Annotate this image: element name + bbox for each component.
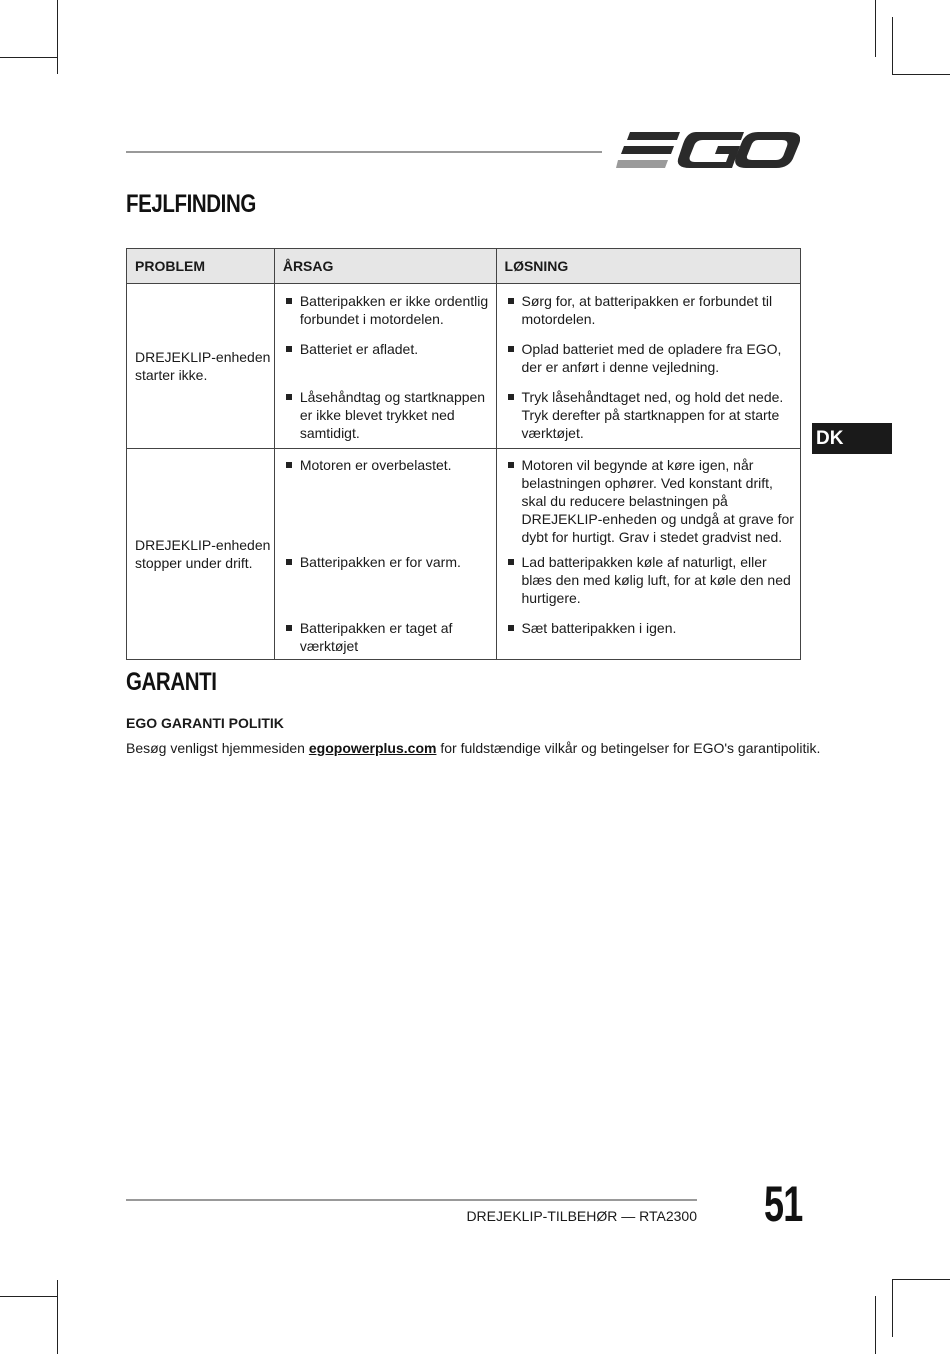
cause-cell bbox=[274, 284, 496, 341]
solution-text: Tryk låsehåndtaget ned, og hold det nede. Tryk derefter på startknappen for at starte værktøjet. bbox=[497, 388, 800, 442]
solution-cell bbox=[496, 340, 800, 388]
crop-mark bbox=[0, 57, 57, 58]
cause-text: Batteripakken er for varm. bbox=[275, 553, 496, 571]
solution-cell bbox=[496, 284, 800, 341]
cause-text: Låsehåndtag og startknappen er ikke blevet trykket ned samtidigt. bbox=[275, 388, 496, 442]
cause-cell bbox=[274, 553, 496, 619]
crop-mark bbox=[892, 17, 893, 74]
page-number: 51 bbox=[764, 1176, 803, 1232]
cause-cell bbox=[274, 388, 496, 449]
cause-cell bbox=[274, 449, 496, 554]
cause-text: Motoren er overbelastet. bbox=[275, 456, 496, 474]
solution-text: Lad batteripakken køle af naturligt, eller blæs den med kølig luft, for at køle den ned hurtigere. bbox=[497, 553, 800, 607]
warranty-paragraph bbox=[126, 740, 820, 756]
col-header-cause: ÅRSAG bbox=[274, 249, 496, 284]
footer-title: DREJEKLIP-TILBEHØR — RTA2300 bbox=[466, 1208, 697, 1224]
problem-cell: DREJEKLIP-enheden starter ikke. bbox=[127, 284, 275, 449]
col-header-problem: PROBLEM bbox=[127, 249, 275, 284]
troubleshooting-heading: FEJLFINDING bbox=[126, 190, 256, 218]
warranty-heading: GARANTI bbox=[126, 668, 217, 696]
cause-text: Batteriet er afladet. bbox=[275, 340, 496, 358]
solution-cell bbox=[496, 388, 800, 449]
table-row bbox=[127, 449, 801, 554]
table-header-row bbox=[127, 249, 801, 284]
warranty-subheading: EGO GARANTI POLITIK bbox=[126, 715, 284, 731]
table-row bbox=[127, 284, 801, 341]
crop-mark bbox=[875, 0, 876, 57]
solution-cell bbox=[496, 449, 800, 554]
solution-text: Oplad batteriet med de opladere fra EGO, der er anført i denne vejledning. bbox=[497, 340, 800, 376]
crop-mark bbox=[0, 1296, 57, 1297]
cause-cell bbox=[274, 340, 496, 388]
crop-mark bbox=[892, 1280, 893, 1337]
footer-rule bbox=[126, 1199, 697, 1201]
troubleshooting-table bbox=[126, 248, 801, 660]
ego-logo bbox=[616, 126, 800, 174]
solution-text: Sørg for, at batteripakken er forbundet til motordelen. bbox=[497, 292, 800, 328]
cause-text: Batteripakken er ikke ordentlig forbundet i motordelen. bbox=[275, 292, 496, 328]
col-header-solution: LØSNING bbox=[496, 249, 800, 284]
crop-mark bbox=[892, 74, 950, 75]
problem-cell: DREJEKLIP-enheden stopper under drift. bbox=[127, 449, 275, 660]
header-rule bbox=[126, 151, 602, 153]
solution-text: Motoren vil begynde at køre igen, når belastningen ophører. Ved konstant drift, skal du reducere belastningen på DREJEKLIP-enheden og undgå at grave for dybt for hurtigt. Grav i stedet gradvist ned. bbox=[497, 456, 800, 546]
cause-cell bbox=[274, 619, 496, 660]
cause-text: Batteripakken er taget af værktøjet bbox=[275, 619, 496, 655]
solution-cell bbox=[496, 619, 800, 660]
language-tab: DK bbox=[812, 423, 892, 454]
warranty-link[interactable]: egopowerplus.com bbox=[308, 740, 437, 756]
crop-mark bbox=[875, 1296, 876, 1354]
crop-mark bbox=[57, 0, 58, 74]
solution-text: Sæt batteripakken i igen. bbox=[497, 619, 800, 637]
crop-mark bbox=[892, 1279, 950, 1280]
solution-cell bbox=[496, 553, 800, 619]
warranty-text-before: Besøg venligst hjemmesiden bbox=[126, 740, 309, 756]
warranty-text-after: for fuldstændige vilkår og betingelser for EGO's garantipolitik. bbox=[436, 740, 821, 756]
crop-mark bbox=[57, 1280, 58, 1354]
